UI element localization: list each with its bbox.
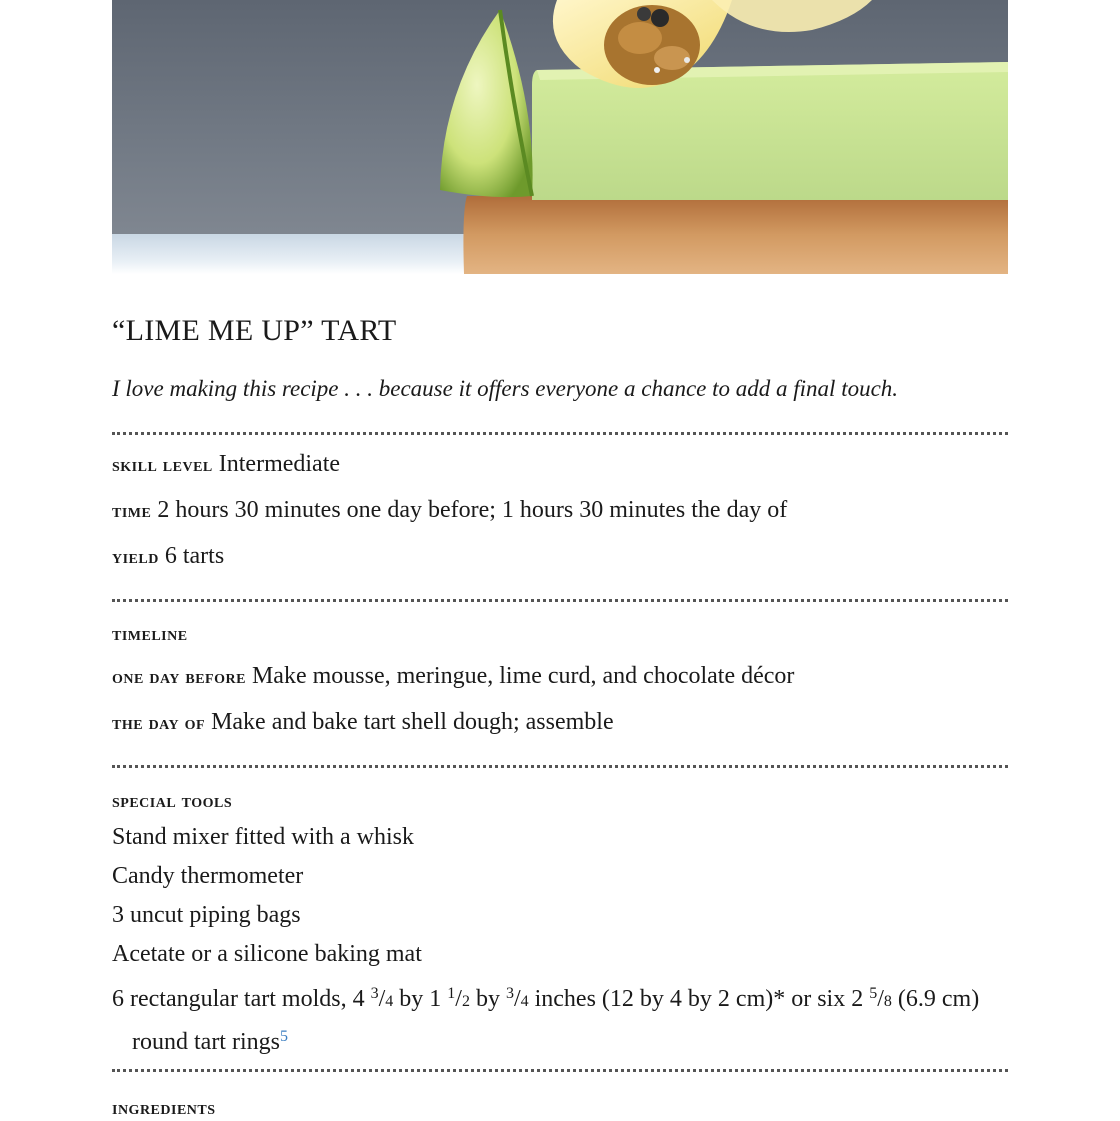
timeline-day-before-row bbox=[112, 663, 1008, 690]
ingredients-heading: ingredients bbox=[112, 1097, 216, 1119]
recipe-page bbox=[112, 0, 1008, 1119]
timeline-day-of-row bbox=[112, 709, 1008, 736]
yield-label: yield bbox=[112, 546, 159, 568]
tart-illustration bbox=[112, 0, 1008, 274]
tart-photo bbox=[112, 0, 1008, 274]
lime-mousse bbox=[532, 62, 1008, 200]
tool-item: 3 uncut piping bags bbox=[112, 902, 301, 928]
recipe-intro: I love making this recipe . . . because it offers everyone a chance to add a final touch. bbox=[112, 376, 899, 401]
tool-item: Stand mixer fitted with a whisk bbox=[112, 824, 414, 850]
skill-level-value: Intermediate bbox=[218, 451, 341, 477]
time-row bbox=[112, 497, 1008, 524]
yield-row bbox=[112, 543, 1008, 570]
dotted-divider bbox=[112, 765, 1008, 768]
tool-item: Acetate or a silicone baking mat bbox=[112, 941, 422, 967]
day-of-value: Make and bake tart shell dough; assemble bbox=[211, 709, 614, 735]
day-before-label: one day before bbox=[112, 666, 246, 688]
tart-crust bbox=[463, 196, 1008, 274]
tool-item: Candy thermometer bbox=[112, 863, 304, 889]
footnote-link[interactable]: 5 bbox=[279, 1028, 288, 1045]
dotted-divider bbox=[112, 1069, 1008, 1072]
skill-level-row bbox=[112, 451, 1008, 478]
day-of-label: the day of bbox=[112, 712, 206, 734]
dotted-divider bbox=[112, 599, 1008, 602]
lime-wedge bbox=[440, 10, 533, 197]
timeline-heading: timeline bbox=[112, 623, 188, 645]
dotted-divider bbox=[112, 432, 1008, 435]
time-label: time bbox=[112, 500, 152, 522]
tool-item-tart-molds: 6 rectangular tart molds, 4 $^3$/4 by 1 $^1$/2 by $^3$/4 inches (12 by 4 by 2 cm)* or six 2 $^5$/8 (6.9 cm) round tart rings$^5$ bbox=[112, 985, 980, 1055]
special-tools-heading: special tools bbox=[112, 790, 233, 812]
skill-level-label: skill level bbox=[112, 454, 213, 476]
day-before-value: Make mousse, meringue, lime curd, and chocolate décor bbox=[251, 663, 795, 689]
recipe-title: “LIME ME UP” TART bbox=[112, 314, 397, 347]
yield-value: 6 tarts bbox=[164, 543, 225, 569]
time-value: 2 hours 30 minutes one day before; 1 hours 30 minutes the day of bbox=[157, 497, 788, 523]
